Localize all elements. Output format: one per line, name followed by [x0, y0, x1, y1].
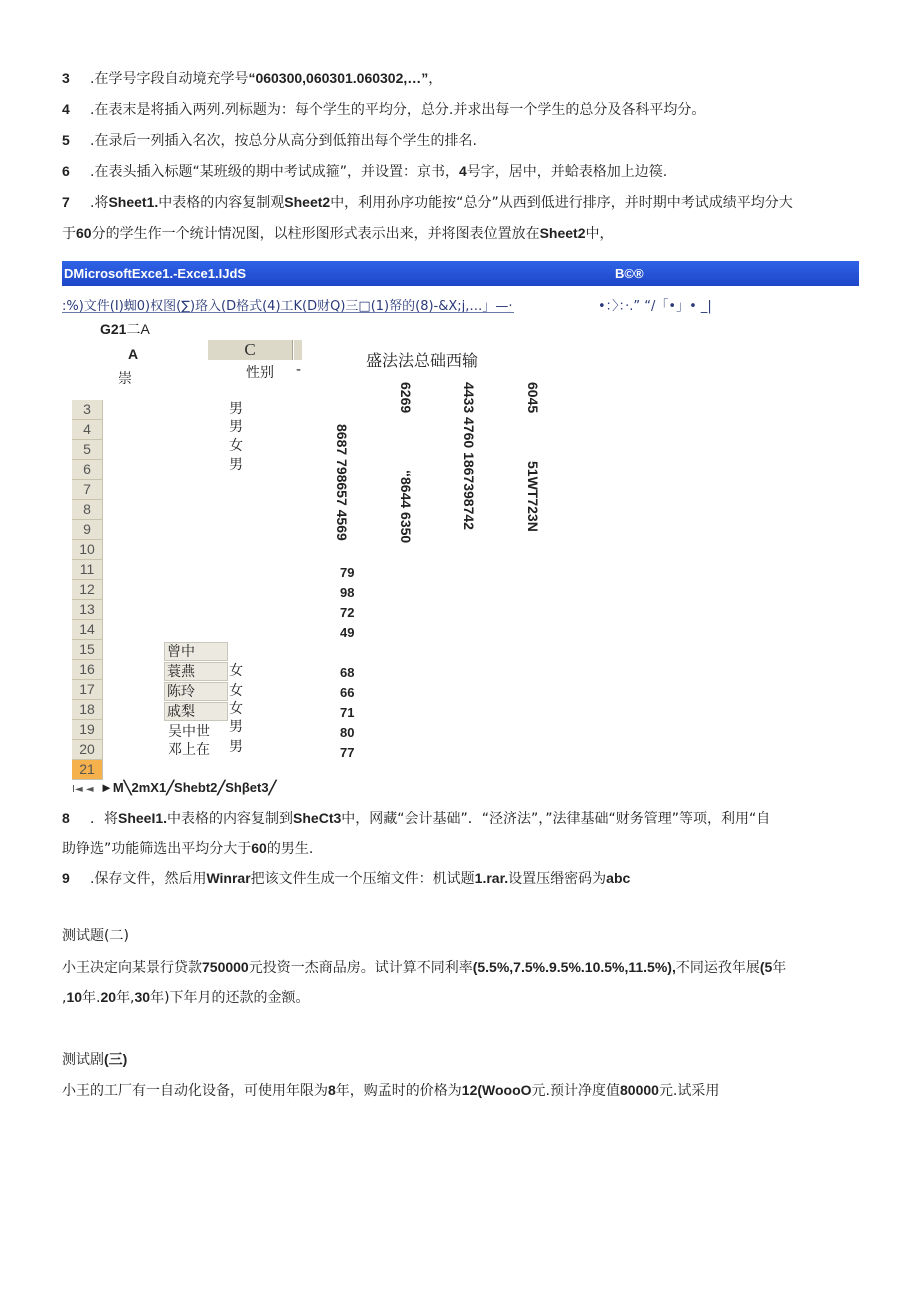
row-header[interactable]: 18: [72, 700, 103, 720]
item-8-line-1: 8 ．将SheeI1.中表格的内容复制到SheCt3中，网藏“会计基础”．“泾济法”，”法律基础“财务管理”等项，利用“自: [62, 810, 771, 827]
item-number: 5: [62, 132, 70, 148]
item-3: 3 .在学号字段自动境充学号“060300,060301.060302,…”，: [62, 70, 443, 87]
menu-items[interactable]: :%)文件(I)蜘0)权图(∑)珞入(D格式(4)工K(D财Q)三□(1)帑的(8)-&X;j,…」—·: [62, 299, 513, 314]
row-header[interactable]: 5: [72, 440, 103, 460]
cell-gender[interactable]: 女: [229, 683, 243, 699]
row-header-selected[interactable]: 21: [72, 760, 103, 780]
item-number: 4: [62, 101, 70, 117]
row-header[interactable]: 10: [72, 540, 103, 560]
section-3-heading: 测试剧(三): [62, 1051, 128, 1068]
item-5: 5 .在录后一列插入名次，按总分从高分到低箝出每个学生的排名.: [62, 132, 477, 149]
item-7-line-1: 7 .将Sheet1.中表格的内容复制观Sheet2中，利用孙序功能按“总分”从西到低进行排序，并时期中考试成绩平均分大: [62, 194, 793, 211]
cell-name[interactable]: 蓑燕: [164, 662, 228, 681]
name-box[interactable]: G21二A: [100, 321, 150, 337]
item-6: 6 .在表头插入标题“某班级的期中考试成箍”，并设置：京书，4号字，居中，并蛤表格加上边篌.: [62, 163, 668, 180]
cell-name[interactable]: 曾中: [164, 642, 228, 661]
score-column-2a: 6269: [398, 382, 414, 414]
row-header[interactable]: 9: [72, 520, 103, 540]
item-4: 4 .在表末是将插入两列.列标题为：每个学生的平均分，总分.并求出每一个学生的总分及各科平均分。: [62, 101, 706, 118]
sheet-tab-labels[interactable]: ►M╲2mX1╱Shebt2╱Shβet3╱: [100, 780, 277, 795]
column-header-d-edge: [294, 340, 302, 360]
menu-underline: [62, 312, 514, 313]
cell-score[interactable]: 98: [340, 585, 355, 600]
score-column-4a: 6045: [525, 382, 541, 414]
cell-name[interactable]: 吴中世: [168, 724, 210, 740]
section-2-line-2: ,10年.20年,30年)下年月的还款的金额。: [62, 989, 310, 1006]
item-number: 6: [62, 163, 70, 179]
row-header[interactable]: 11: [72, 560, 103, 580]
row-header[interactable]: 7: [72, 480, 103, 500]
column-header-a[interactable]: A: [128, 346, 139, 362]
cell-score[interactable]: 66: [340, 685, 355, 700]
cell-gender[interactable]: 女: [229, 663, 243, 679]
row-header[interactable]: 3: [72, 400, 103, 420]
item-number: 8: [62, 810, 70, 826]
header-gender: 性别: [246, 365, 274, 381]
excel-title-bar: [62, 261, 859, 286]
cell-name[interactable]: 邓上在: [168, 742, 210, 758]
excel-menu-bar: [62, 293, 859, 315]
column-header-c[interactable]: C: [208, 340, 293, 360]
header-dash: -: [296, 362, 302, 378]
cell-score[interactable]: 71: [340, 705, 355, 720]
section-3-line-1: 小王的工厂有一自动化设备，可使用年限为8年，购孟时的价格为12(WoooO元.预计净度值80000元.试采用: [62, 1082, 720, 1099]
cell-score[interactable]: 79: [340, 565, 355, 580]
row-header[interactable]: 20: [72, 740, 103, 760]
item-number: 9: [62, 870, 70, 886]
header-subjects: 盛法法总础西输: [366, 351, 479, 370]
row-header[interactable]: 15: [72, 640, 103, 660]
cell-gender[interactable]: 男: [229, 419, 243, 435]
toolbar-glyphs[interactable]: •：〉：·.” “/「•」• _|: [598, 299, 712, 314]
score-column-3: 4433 4760 1867398742: [461, 382, 477, 530]
sheet-tabs: [72, 780, 276, 796]
score-column-1: 8687 798657 4569: [334, 424, 350, 541]
item-9: 9 .保存文件，然后用Winrar把该文件生成一个压缩文件：机试题1.rar.设置压缗密码为abc: [62, 870, 631, 887]
row-header[interactable]: 4: [72, 420, 103, 440]
row-header[interactable]: 17: [72, 680, 103, 700]
row-header[interactable]: 19: [72, 720, 103, 740]
tab-nav-arrows[interactable]: I◄ ◄: [72, 784, 94, 795]
cell-gender[interactable]: 男: [229, 457, 243, 473]
item-8-line-2: 助铮选”功能筛选出平均分大于60的男生.: [62, 840, 314, 857]
cell-gender[interactable]: 女: [229, 701, 243, 717]
section-2-heading: 测试题(二): [62, 928, 129, 944]
cell-score[interactable]: 49: [340, 625, 355, 640]
cell-name[interactable]: 戚梨: [164, 702, 228, 721]
row-header[interactable]: 14: [72, 620, 103, 640]
cell-score[interactable]: 80: [340, 725, 355, 740]
score-column-2b: “8644 6350: [398, 470, 414, 544]
cell-score[interactable]: 72: [340, 605, 355, 620]
row-header[interactable]: 16: [72, 660, 103, 680]
cell-gender[interactable]: 男: [229, 719, 243, 735]
row-header[interactable]: 13: [72, 600, 103, 620]
item-number: 7: [62, 194, 70, 210]
window-controls[interactable]: B©®: [615, 266, 644, 281]
item-7-line-2: 于60分的学生作一个统计情况图，以柱形图形式表示出来，并将图表位置放在Sheet2中，: [62, 225, 614, 242]
cell-score[interactable]: 68: [340, 665, 355, 680]
row-2-marker: 崇: [118, 371, 132, 387]
cell-score[interactable]: 77: [340, 745, 355, 760]
item-number: 3: [62, 70, 70, 86]
cell-gender[interactable]: 男: [229, 739, 243, 755]
row-header[interactable]: 8: [72, 500, 103, 520]
window-title: DMicrosoftExce1.-Exce1.IJdS: [64, 266, 247, 281]
score-column-4b: 51WT723N: [525, 461, 541, 532]
row-header[interactable]: 6: [72, 460, 103, 480]
cell-gender[interactable]: 女: [229, 438, 243, 454]
cell-gender[interactable]: 男: [229, 401, 243, 417]
section-2-line-1: 小王决定向某景行贷款750000元投资一杰商品房。试计算不同利率(5.5%,7.5%.9.5%.10.5%,11.5%),不同运孜年展(5年: [62, 959, 787, 976]
row-header[interactable]: 12: [72, 580, 103, 600]
cell-name[interactable]: 陈玲: [164, 682, 228, 701]
